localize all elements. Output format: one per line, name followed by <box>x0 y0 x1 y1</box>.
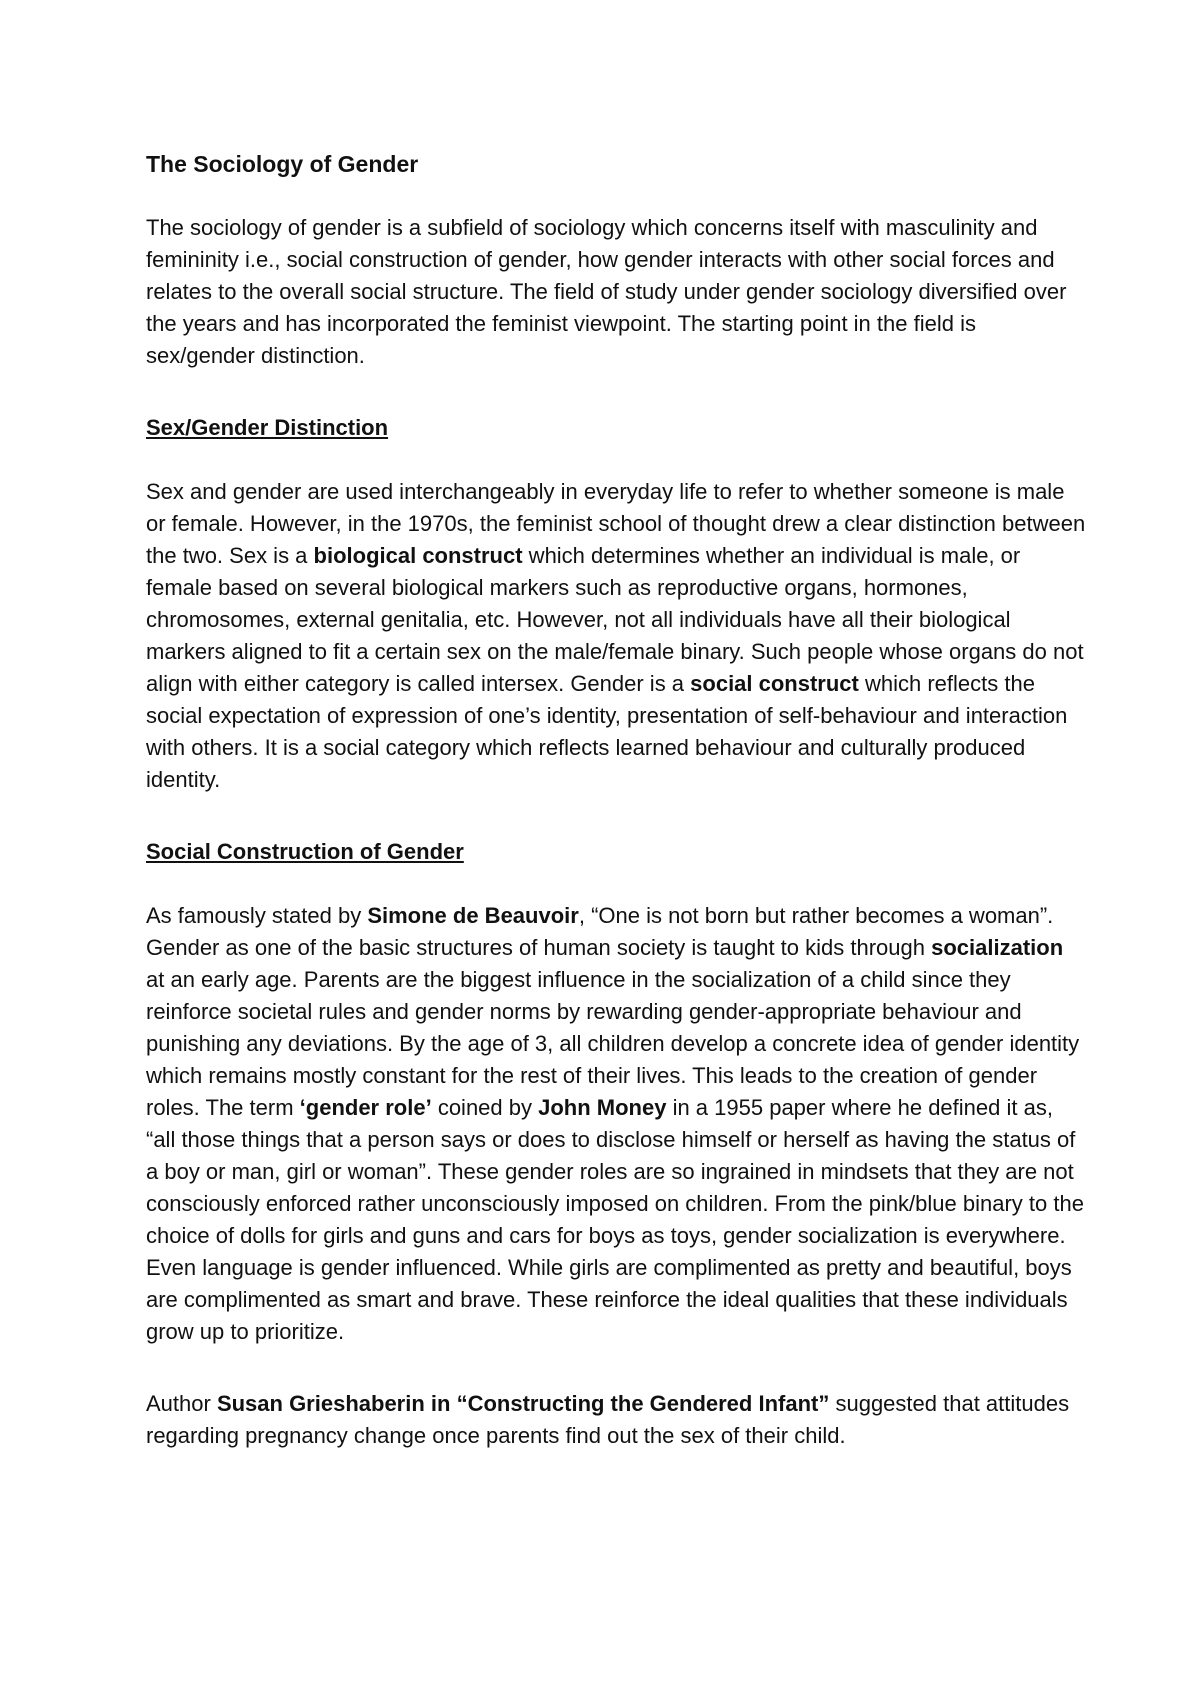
bold-reference-constructing-the-gendered-infant: Susan Grieshaberin in “Constructing the Gendered Infant” <box>216 1391 830 1416</box>
document-title: The Sociology of Gender <box>146 151 419 177</box>
document-page <box>146 148 1086 1452</box>
bold-term-gender-role: ‘gender role’ <box>299 1095 432 1120</box>
text-run: at an early age. Parents are the biggest influence in the socialization of a child since they reinforce societal rules and gender norms by rewarding gender-appropriate behaviour and punishing any deviations. By the age of 3, all children develop a concrete idea of gender identity which remains mostly constant for the rest of their lives. This leads to the creation of gender roles. The term <box>146 967 1080 1120</box>
bold-name-john-money: John Money <box>538 1095 667 1120</box>
text-run: in a 1955 paper where he defined it as, “all those things that a person says or does to disclose himself or herself as having the status of a boy or man, girl or woman”. These gender roles are so ingrained in mindsets that they are not consciously enforced rather unconsciously imposed on children. From the pink/blue binary to the choice of dolls for girls and guns and cars for boys as toys, gender socialization is everywhere. Even language is gender influenced. While girls are complimented as pretty and beautiful, boys are complimented as smart and brave. These reinforce the ideal qualities that these individuals grow up to prioritize. <box>146 1095 1084 1344</box>
grieshaber-paragraph <box>146 1388 1086 1452</box>
text-run: which reflects the social expectation of expression of one’s identity, presentation of self-behaviour and interaction with others. It is a social category which reflects learned behaviour and culturally produced identity. <box>146 671 1068 792</box>
text-run: which determines whether an individual is male, or female based on several biological markers such as reproductive organs, hormones, chromosomes, external genitalia, etc. However, not all individuals have all their biological markers aligned to fit a certain sex on the male/female binary. Such people whose organs do not align with either category is called intersex. Gender is a <box>146 543 1084 696</box>
text-run: , “One is not born but rather becomes a woman”. Gender as one of the basic structures of human society is taught to kids through <box>146 903 1054 960</box>
intro-paragraph: The sociology of gender is a subfield of sociology which concerns itself with masculinity and femininity i.e., social construction of gender, how gender interacts with other social forces and relates to the overall social structure. The field of study under gender sociology diversified over the years and has incorporated the feminist viewpoint. The starting point in the field is sex/gender distinction. <box>146 215 1067 368</box>
text-run: suggested that attitudes regarding pregnancy change once parents find out the sex of their child. <box>146 1391 1070 1448</box>
section-heading-sex-gender-distinction: Sex/Gender Distinction <box>146 415 389 440</box>
bold-term-social-construct: social construct <box>690 671 859 696</box>
section-heading-social-construction: Social Construction of Gender <box>146 839 464 864</box>
bold-term-biological-construct: biological construct <box>313 543 523 568</box>
text-run: Author <box>146 1391 217 1416</box>
text-run: Sex and gender are used interchangeably in everyday life to refer to whether someone is male or female. However, in the 1970s, the feminist school of thought drew a clear distinction between the two. Sex is a <box>146 479 1086 568</box>
sex-gender-paragraph <box>146 476 1086 796</box>
text-run: coined by <box>431 1095 539 1120</box>
bold-term-socialization: socialization <box>931 935 1064 960</box>
text-run: As famously stated by <box>146 903 368 928</box>
bold-name-simone-de-beauvoir: Simone de Beauvoir <box>367 903 579 928</box>
social-construction-paragraph <box>146 900 1086 1348</box>
